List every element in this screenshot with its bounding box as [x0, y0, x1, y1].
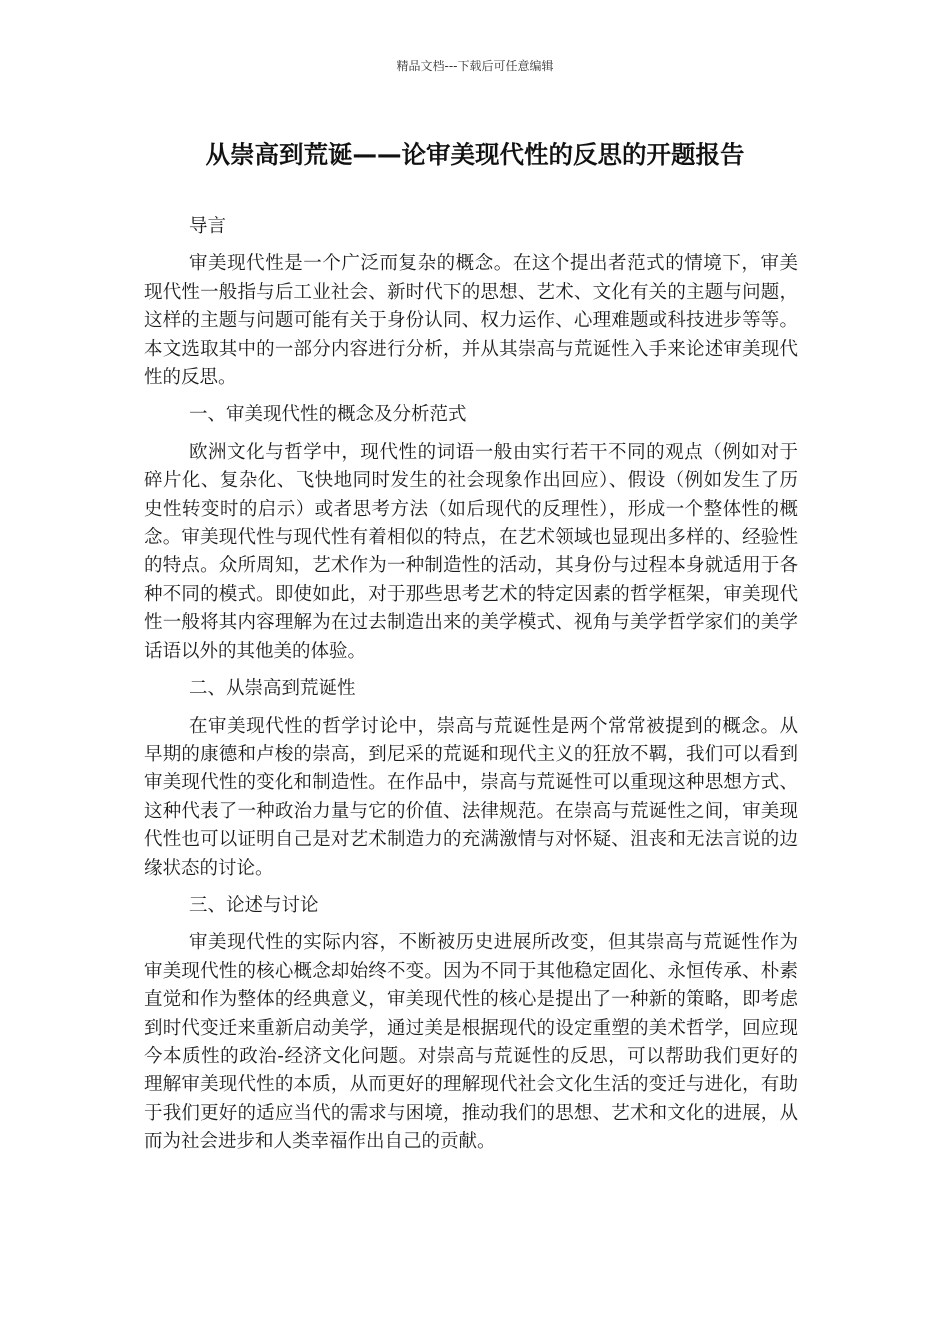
section-heading-1: 一、审美现代性的概念及分析范式 [189, 404, 467, 426]
paragraph-3: 审美现代性的实际内容，不断被历史进展所改变，但其崇高与荒诞性作为审美现代性的核心概念却始终不变。因为不同于其他稳定固化、永恒传承、朴素直觉和作为整体的经典意义，审美现代性的核心是提出了一种新的策略，即考虑到时代变迁来重新启动美学，通过美是根据现代的设定重塑的美术哲学，回应现今本质性的政治-经济文化问题。对崇高与荒诞性的反思，可以帮助我们更好的理解审美现代性的本质，从而更好的理解现代社会文化生活的变迁与进化，有助于我们更好的适应当代的需求与困境，推动我们的思想、艺术和文化的进展，从而为社会进步和人类幸福作出自己的贡献。 [144, 932, 798, 1153]
paragraph-2: 在审美现代性的哲学讨论中，崇高与荒诞性是两个常常被提到的概念。从早期的康德和卢梭的崇高，到尼采的荒诞和现代主义的狂放不羁，我们可以看到审美现代性的变化和制造性。在作品中，崇高与荒诞性可以重现这种思想方式、这种代表了一种政治力量与它的价值、法律规范。在崇高与荒诞性之间，审美现代性也可以证明自己是对艺术制造力的充满激情与对怀疑、沮丧和无法言说的边缘状态的讨论。 [144, 715, 798, 879]
document-body [144, 213, 798, 1166]
section-heading-intro: 导言 [189, 216, 227, 237]
section-heading-3: 三、论述与讨论 [189, 894, 319, 916]
paragraph-1: 欧洲文化与哲学中，现代性的词语一般由实行若干不同的观点（例如对于碎片化、复杂化、飞快地同时发生的社会现象作出回应）、假设（例如发生了历史性转变时的启示）或者思考方法（如后现代的反理性），形成一个整体性的概念。审美现代性与现代性有着相似的特点，在艺术领域也显现出多样的、经验性的特点。众所周知，艺术作为一种制造性的活动，其身份与过程本身就适用于各种不同的模式。即使如此，对于那些思考艺术的特定因素的哲学框架，审美现代性一般将其内容理解为在过去制造出来的美学模式、视角与美学哲学家们的美学话语以外的其他美的体验。 [144, 441, 798, 662]
paragraph-intro: 审美现代性是一个广泛而复杂的概念。在这个提出者范式的情境下，审美现代性一般指与后工业社会、新时代下的思想、艺术、文化有关的主题与问题，这样的主题与问题可能有关于身份认同、权力运作、心理难题或科技进步等等。本文选取其中的一部分内容进行分析，并从其崇高与荒诞性入手来论述审美现代性的反思。 [144, 253, 798, 389]
document-title: 从崇高到荒诞——论审美现代性的反思的开题报告 [205, 140, 745, 169]
section-heading-2: 二、从崇高到荒诞性 [189, 678, 356, 700]
header-note: 精品文档---下载后可任意编辑 [396, 59, 554, 73]
